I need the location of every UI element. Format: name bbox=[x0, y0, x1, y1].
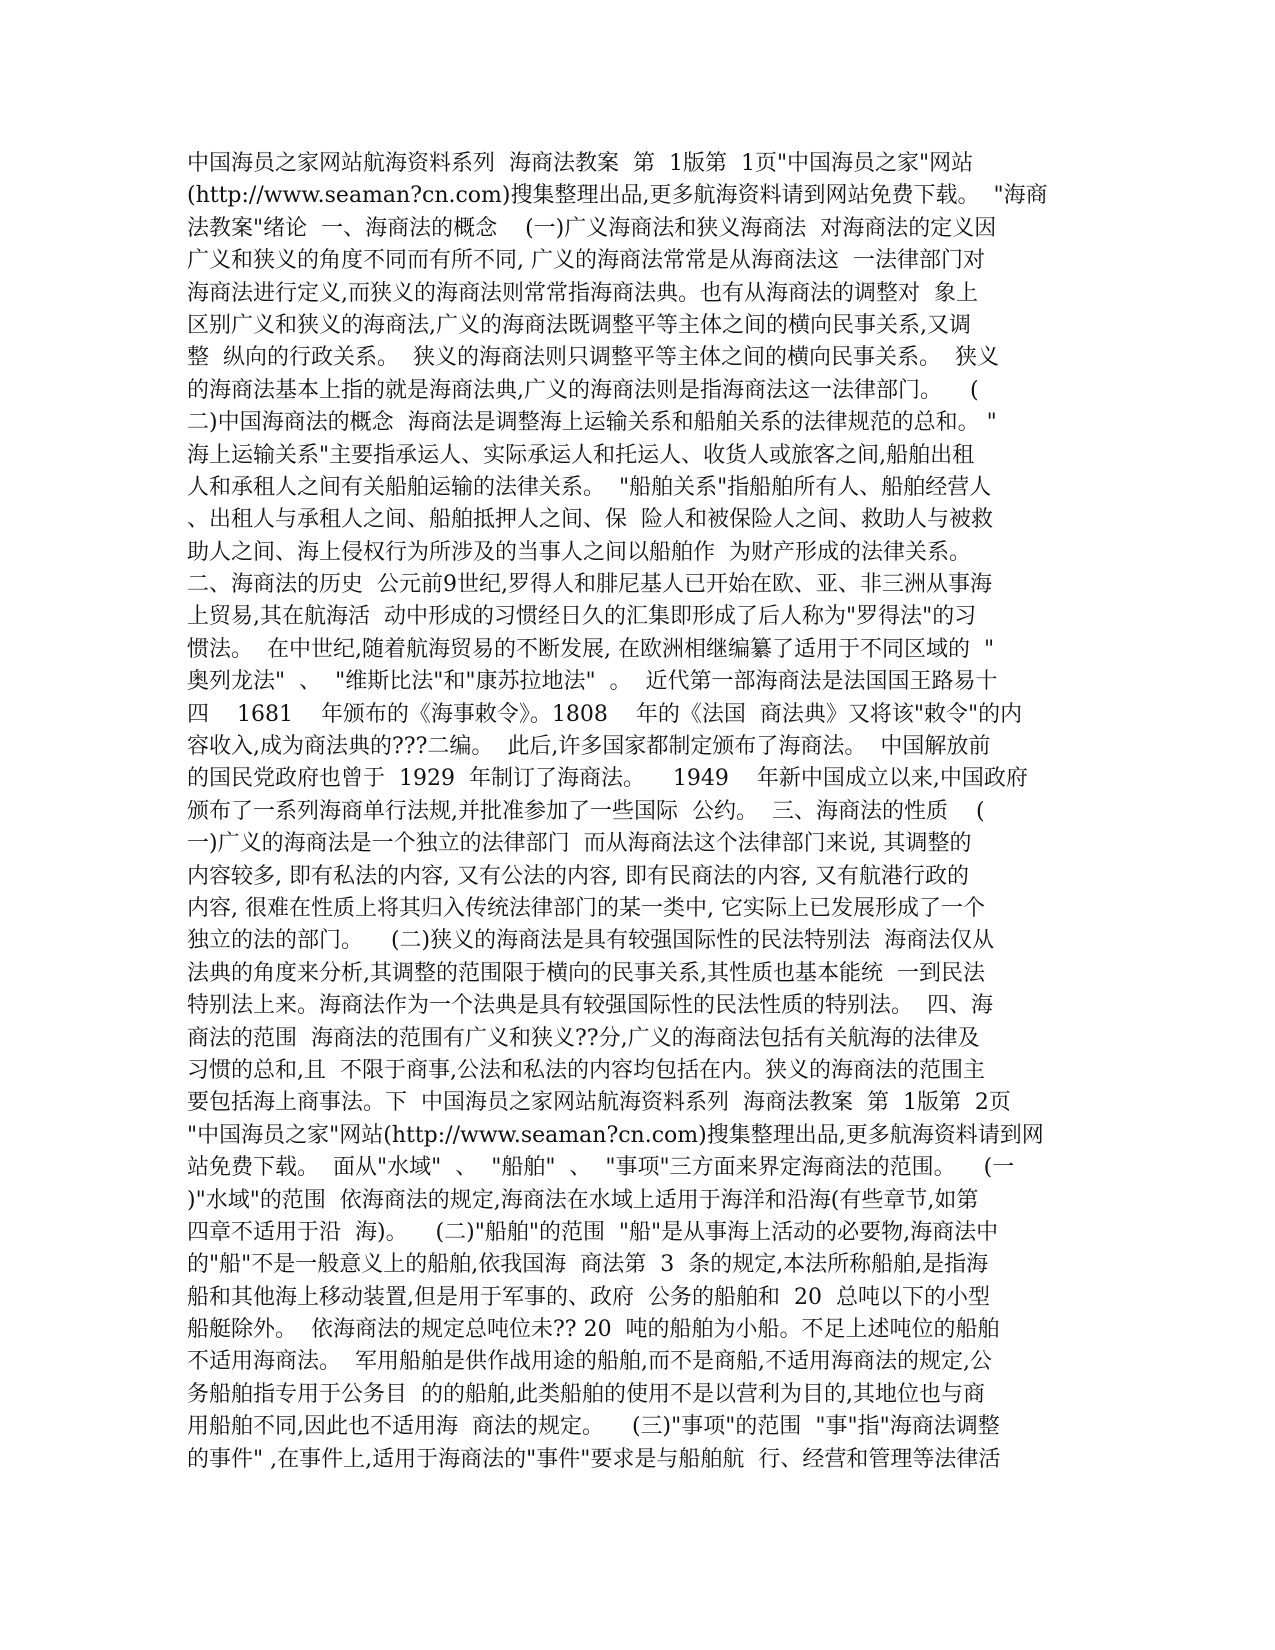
text-line: 特别法上来。海商法作为一个法典是具有较强国际性的民法性质的特别法。 四、海 bbox=[187, 993, 993, 1019]
text-line: 奥列龙法" 、 "维斯比法"和"康苏拉地法" 。 近代第一部海商法是法国国王路易十 bbox=[187, 669, 998, 695]
text-line: 的海商法基本上指的就是海商法典,广义的海商法则是指海商法这一法律部门。 ( bbox=[187, 377, 979, 403]
text-line: 二)中国海商法的概念 海商法是调整海上运输关系和船舶关系的法律规范的总和。 " bbox=[187, 410, 997, 436]
text-line: 二、海商法的历史 公元前9世纪,罗得人和腓尼基人已开始在欧、亚、非三洲从事海 bbox=[187, 572, 992, 598]
text-line: 内容较多, 即有私法的内容, 又有公法的内容, 即有民商法的内容, 又有航港行政的 bbox=[187, 863, 969, 889]
body-text bbox=[187, 148, 1087, 1476]
text-line: 颁布了一系列海商单行法规,并批准参加了一些国际 公约。 三、海商法的性质 ( bbox=[187, 798, 985, 824]
text-line: 的"船"不是一般意义上的船舶,依我国海 商法第 3 条的规定,本法所称船舶,是指海 bbox=[187, 1252, 989, 1278]
text-line: 用船舶不同,因此也不适用海 商法的规定。 (三)"事项"的范围 "事"指"海商法调整 bbox=[187, 1414, 1000, 1440]
text-line: )"水域"的范围 依海商法的规定,海商法在水域上适用于海洋和沿海(有些章节,如第 bbox=[187, 1187, 979, 1213]
text-line: 中国海员之家网站航海资料系列 海商法教案 第 1版第 1页"中国海员之家"网站 bbox=[187, 151, 974, 176]
text-line: 独立的法的部门。 (二)狭义的海商法是具有较强国际性的民法特别法 海商法仅从 bbox=[187, 928, 995, 954]
text-line: 一)广义的海商法是一个独立的法律部门 而从海商法这个法律部门来说, 其调整的 bbox=[187, 831, 972, 857]
text-line: 商法的范围 海商法的范围有广义和狭义??分,广义的海商法包括有关航海的法律及 bbox=[187, 1025, 980, 1051]
text-line: 广义和狭义的角度不同而有所不同, 广义的海商法常常是从海商法这 一法律部门对 bbox=[187, 248, 985, 274]
text-line: 法教案"绪论 一、海商法的概念 (一)广义海商法和狭义海商法 对海商法的定义因 bbox=[187, 215, 997, 241]
text-line: "中国海员之家"网站(http://www.seaman?cn.com)搜集整理出品,更多航海资料请到网 bbox=[187, 1122, 1044, 1148]
text-line: 四 1681 年颁布的《海事敕令》。1808 年的《法国 商法典》又将该"敕令"的内 bbox=[187, 701, 1023, 727]
text-line: 海上运输关系"主要指承运人、实际承运人和托运人、收货人或旅客之间,船舶出租 bbox=[187, 442, 975, 468]
text-line: 人和承租人之间有关船舶运输的法律关系。 "船舶关系"指船舶所有人、船舶经营人 bbox=[187, 474, 992, 500]
text-line: 整 纵向的行政关系。 狭义的海商法则只调整平等主体之间的横向民事关系。 狭义 bbox=[187, 345, 999, 371]
text-line: 惯法。 在中世纪,随着航海贸易的不断发展, 在欧洲相继编纂了适用于不同区域的 " bbox=[187, 636, 995, 662]
text-line: 务船舶指专用于公务目 的的船舶,此类船舶的使用不是以营利为目的,其地位也与商 bbox=[187, 1381, 985, 1407]
text-line: 要包括海上商事法。下 中国海员之家网站航海资料系列 海商法教案 第 1版第 2页 bbox=[187, 1090, 1011, 1116]
text-line: 船和其他海上移动装置,但是用于军事的、政府 公务的船舶和 20 总吨以下的小型 bbox=[187, 1284, 990, 1310]
text-line: 内容, 很难在性质上将其归入传统法律部门的某一类中, 它实际上已发展形成了一个 bbox=[187, 895, 985, 921]
text-line: 法典的角度来分析,其调整的范围限于横向的民事关系,其性质也基本能统 一到民法 bbox=[187, 960, 985, 986]
text-line: 船艇除外。 依海商法的规定总吨位未?? 20 吨的船舶为小船。不足上述吨位的船舶 bbox=[187, 1317, 1000, 1343]
text-line: 习惯的总和,且 不限于商事,公法和私法的内容均包括在内。狭义的海商法的范围主 bbox=[187, 1057, 985, 1083]
text-line: 四章不适用于沿 海)。 (二)"船舶"的范围 "船"是从事海上活动的必要物,海商法中 bbox=[187, 1219, 999, 1245]
text-line: 容收入,成为商法典的???二编。 此后,许多国家都制定颁布了海商法。 中国解放前 bbox=[187, 734, 991, 760]
text-line: 、出租人与承租人之间、船舶抵押人之间、保 险人和被保险人之间、救助人与被救 bbox=[187, 507, 993, 533]
text-line: 上贸易,其在航海活 动中形成的习惯经日久的汇集即形成了后人称为"罗得法"的习 bbox=[187, 604, 977, 630]
text-line: 助人之间、海上侵权行为所涉及的当事人之间以船舶作 为财产形成的法律关系。 bbox=[187, 539, 971, 565]
text-line: 的事件" ,在事件上,适用于海商法的"事件"要求是与船舶航 行、经营和管理等法律活 bbox=[187, 1446, 1001, 1472]
text-line: 海商法进行定义,而狭义的海商法则常常指海商法典。也有从海商法的调整对 象上 bbox=[187, 280, 978, 306]
text-line: 的国民党政府也曾于 1929 年制订了海商法。 1949 年新中国成立以来,中国政府 bbox=[187, 766, 1028, 792]
text-line: 区别广义和狭义的海商法,广义的海商法既调整平等主体之间的横向民事关系,又调 bbox=[187, 312, 971, 338]
text-line: 站免费下载。 面从"水域" 、 "船舶" 、 "事项"三方面来界定海商法的范围。 (一 bbox=[187, 1155, 1015, 1181]
text-line: (http://www.seaman?cn.com)搜集整理出品,更多航海资料请到网站免费下载。 "海商 bbox=[187, 183, 1048, 209]
text-line: 不适用海商法。 军用船舶是供作战用途的船舶,而不是商船,不适用海商法的规定,公 bbox=[187, 1349, 992, 1375]
